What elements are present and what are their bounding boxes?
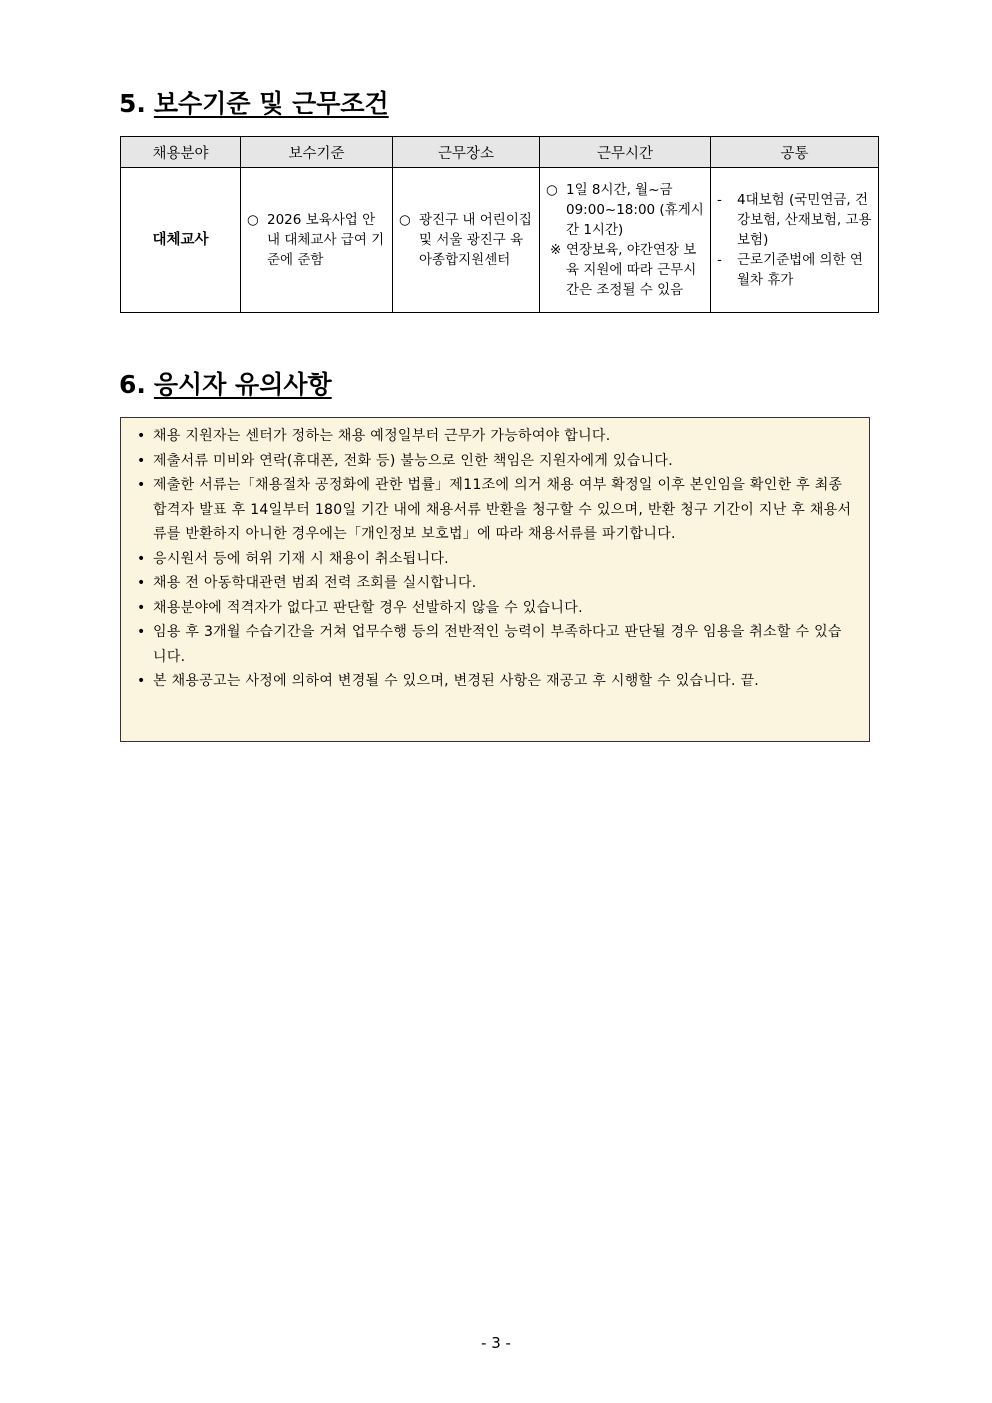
- list-item: • 응시원서 등에 허위 기재 시 채용이 취소됩니다.: [137, 547, 855, 572]
- circle-marker: ○: [247, 212, 259, 228]
- hours-note: 연장보육, 야간연장 보육 지원에 따라 근무시간은 조정될 수 있음: [566, 242, 697, 298]
- reference-mark: ※: [550, 242, 562, 258]
- list-item: • 채용 지원자는 센터가 정하는 채용 예정일부터 근무가 가능하여야 합니다.: [137, 424, 855, 449]
- list-item: • 채용분야에 적격자가 없다고 판단할 경우 선발하지 않을 수 있습니다.: [137, 596, 855, 621]
- list-item: • 제출한 서류는「채용절차 공정화에 관한 법률」제11조에 의거 채용 여부 확정일 이후 본인임을 확인한 후 최종합격자 발표 후 14일부터 180일 기간 내에 채용서류 반환을 청구할 수 있으며, 반환 청구 기간이 지난 후 채용서류를 반환하지 아니한 경우에는「개인정보 보호법」에 따라 채용서류를 파기합니다.: [137, 473, 855, 547]
- bullet-icon: •: [137, 550, 146, 567]
- cell-hours: [540, 168, 711, 313]
- notice-box: [120, 417, 870, 742]
- list-item: • 임용 후 3개월 수습기간을 거쳐 업무수행 등의 전반적인 능력이 부족하다고 판단될 경우 임용을 취소할 수 있습니다.: [137, 620, 855, 669]
- header-common: 공통: [711, 137, 879, 168]
- bullet-icon: •: [137, 599, 146, 616]
- list-item: • 채용 전 아동학대관련 범죄 전력 조회를 실시합니다.: [137, 571, 855, 596]
- page-number: - 3 -: [481, 1334, 511, 1352]
- pay-text: 2026 보육사업 안내 대체교사 급여 기준에 준함: [267, 212, 385, 268]
- bullet-icon: •: [137, 624, 146, 640]
- table-row: [121, 168, 879, 313]
- bullet-icon: •: [137, 452, 146, 469]
- common-leave: 근로기준법에 의한 연월차 휴가: [737, 252, 863, 288]
- common-insurance: 4대보험 (국민연금, 건강보험, 산재보험, 고용보험): [737, 192, 872, 248]
- section-6-heading: [119, 369, 332, 401]
- list-item: • 본 채용공고는 사정에 의하여 변경될 수 있으며, 변경된 사항은 재공고 후 시행할 수 있습니다. 끝.: [137, 669, 855, 694]
- header-hours: 근무시간: [540, 137, 711, 168]
- dash-marker: -: [717, 252, 722, 268]
- pay-conditions-table: [120, 136, 879, 313]
- bullet-icon: •: [137, 575, 146, 591]
- section-6-title: 응시자 유의사항: [153, 370, 332, 399]
- list-item: • 제출서류 미비와 연락(휴대폰, 전화 등) 불능으로 인한 책임은 지원자에게 있습니다.: [137, 449, 855, 474]
- bullet-icon: •: [137, 428, 146, 444]
- bullet-icon: •: [137, 477, 146, 493]
- cell-place: [393, 168, 540, 313]
- bullet-icon: •: [137, 673, 146, 689]
- section-5-number: 5.: [119, 89, 146, 118]
- section-5-heading: [119, 88, 389, 120]
- header-field: 채용분야: [121, 137, 241, 168]
- field-value: 대체교사: [152, 232, 209, 248]
- table-header-row: [121, 137, 879, 168]
- section-6-number: 6.: [119, 370, 146, 399]
- place-text: 광진구 내 어린이집 및 서울 광진구 육아종합지원센터: [419, 212, 532, 268]
- header-place: 근무장소: [393, 137, 540, 168]
- section-5-title: 보수기준 및 근무조건: [153, 89, 389, 118]
- notice-list: [137, 424, 855, 694]
- header-pay: 보수기준: [241, 137, 393, 168]
- cell-pay: [241, 168, 393, 313]
- circle-marker: ○: [399, 212, 411, 228]
- cell-common: [711, 168, 879, 313]
- hours-text: 1일 8시간, 월~금 09:00~18:00 (휴게시간 1시간): [566, 182, 704, 238]
- circle-marker: ○: [546, 182, 558, 198]
- dash-marker: -: [717, 192, 722, 208]
- cell-field: [121, 168, 241, 313]
